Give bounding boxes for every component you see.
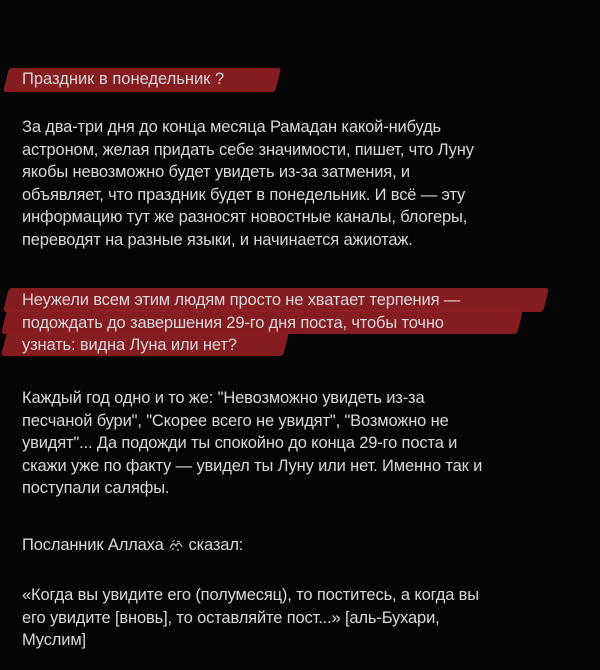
highlight-line: узнать: видна Луна или нет?: [22, 336, 237, 354]
paragraph-line: За два-три дня до конца месяца Рамадан какой-нибудь: [22, 118, 442, 136]
paragraph-line: объявляет, что праздник будет в понедельник. И всё — эту: [22, 185, 466, 204]
paragraph-line: Каждый год одно и то же: "Невозможно увидеть из-за: [22, 389, 425, 407]
paragraph-line: песчаной бури", "Скорее всего не увидят", "Возможно не: [22, 411, 449, 430]
hadith-line: Муслим]: [22, 631, 86, 649]
hadith-line: «Когда вы увидите его (полумесяц), то поститесь, а когда вы: [22, 586, 480, 604]
paragraph-line: информацию тут же разносят новостные каналы, блогеры,: [22, 208, 468, 226]
paragraph-line: переводят на разные языки, и начинается ажиотаж.: [22, 230, 413, 249]
paragraph-line: скажи уже по факту — увидел ты Луну или нет. Именно так и: [22, 456, 483, 475]
paragraph-1: [0, 116, 580, 256]
prophet-line: [0, 534, 580, 558]
paragraph-line: поступали саляфы.: [22, 479, 170, 497]
prophet-line-before: Посланник Аллаха: [22, 536, 164, 554]
prophet-line-text: [22, 534, 243, 557]
highlight-line: Неужели всем этим людям просто не хватает терпения —: [22, 291, 461, 309]
post-title: Праздник в понедельник ?: [22, 70, 225, 88]
paragraph-line: астроном, желая придать себе значимости, пишет, что Луну: [22, 140, 474, 159]
highlight-line: подождать до завершения 29-го дня поста, чтобы точно: [22, 313, 444, 332]
prophet-line-after: сказал:: [188, 536, 244, 554]
paragraph-line: увидят"... Да подожди ты спокойно до конца 29-го поста и: [22, 434, 458, 452]
hadith-quote: [0, 584, 580, 656]
paragraph-line: якобы невозможно будет увидеть из-за затмения, и: [22, 163, 411, 181]
paragraph-2: [0, 387, 580, 507]
hadith-line: его увидите [вновь], то оставляйте пост...» [аль-Бухари,: [22, 608, 440, 627]
salawat-glyph-icon: [168, 536, 184, 550]
highlighted-paragraph: [0, 286, 580, 366]
